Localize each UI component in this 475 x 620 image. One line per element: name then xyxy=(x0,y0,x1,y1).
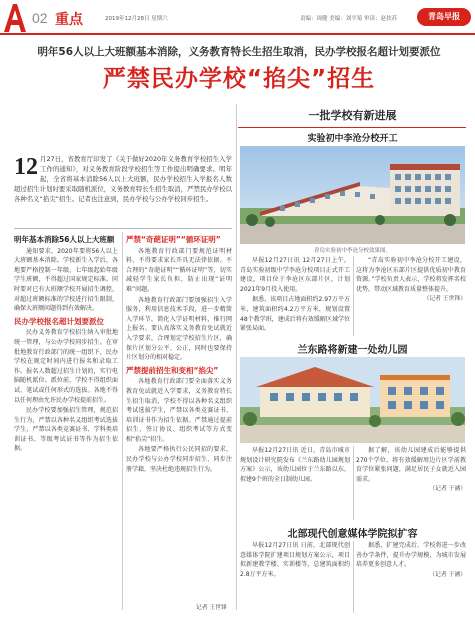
item-3-title: 北部现代创意媒体学院拟扩容 xyxy=(287,529,418,540)
editor-credits: 责编：周健 美编：刘平菊 审读：赵扶苏 xyxy=(300,16,397,22)
mid-subhead-2: 严禁提前招生和变相“掐尖” xyxy=(126,365,219,375)
item-2-column-b xyxy=(356,446,466,520)
item-1-paragraph-1: 早报12月27日讯 12月27日上午，青岛实验初级中学李沧分校项目正式开工建设，项目位于李沧区东部片区，计划2021年9月投入使用。 xyxy=(240,257,350,293)
page-header xyxy=(0,0,475,36)
kindergarten-site-photo xyxy=(240,357,465,443)
item-3-column-b xyxy=(356,541,466,613)
item-3-paragraph-1: 早报12月27日讯 日前，北部现代创意媒体学院扩建项目规划方案公示，项目拟新建教学楼、实训楼等，总建筑面积约2.8万平方米。 xyxy=(240,542,350,578)
left-subhead-1: 明年基本消除56人以上大班额 xyxy=(14,235,115,244)
lead-text: 月27日，省教育厅印发了《关于做好2020年义务教育学校招生入学工作的通知》，对义务教育阶段学校招生等工作提出明确要求。明年起，全省将基本消除56人以上大班额，民办学校招生入学报名人数超过招生计划时要采取随机派位，义务教育特长生招生取消，严禁民办学校以各种名义“掐尖”招生。记者也注意到，民办学校与公办学校同步招生。 xyxy=(14,155,232,203)
mid-paragraph-4: 各地要严格执行公民同招的要求，民办学校与公办学校同步招生、同步注册学籍，坚决杜绝违规招生行为。 xyxy=(126,446,232,473)
article-lead xyxy=(14,154,232,224)
right-inner-divider-2 xyxy=(353,446,354,520)
article-subtitle: 明年56人以上大班额基本消除，义务教育特长生招生取消，民办学校报名超计划要派位 xyxy=(37,46,441,58)
item-3-author: （记者 于涵） xyxy=(429,571,466,578)
right-section-title: 一批学校有新进展 xyxy=(308,109,397,122)
item-1-column-b xyxy=(356,256,466,336)
right-section-rule xyxy=(238,127,466,128)
letter-a-logo-icon xyxy=(2,3,28,33)
item-1-author: （记者 王世锋） xyxy=(423,296,466,303)
item-3-paragraph-2: 据悉，扩建完成后，学校将进一步改善办学条件，提升办学规模，为城市发展培养更多创意人才。 xyxy=(356,542,466,569)
item-2-title: 兰东路将新建一处幼儿园 xyxy=(297,345,408,356)
newspaper-brand-logo: 青岛早报 xyxy=(417,8,471,26)
item-2-column-a xyxy=(240,446,350,520)
lead-divider xyxy=(14,228,232,229)
left-paragraph-2: 民办义务教育学校招生纳入审批地统一管理，与公办学校同步招生。在审批地教育行政部门的统一组织下，民办学校在规定时间内进行报名和录取工作。报名人数超过招生计划的，实行电脑随机派位。派位前，学校不得组织面试、笔试或任何形式的选拔。各地不得以任何理由允许民办学校提前招生。 xyxy=(14,329,118,404)
header-divider xyxy=(0,33,475,35)
mid-subhead-1: 严禁“奇葩证明”“循环证明” xyxy=(126,235,221,244)
middle-column xyxy=(126,232,232,598)
section-name: 重点 xyxy=(55,12,83,28)
column-divider-1 xyxy=(122,232,123,610)
item-2-paragraph-1: 早报12月27日讯 近日，青岛市城市规划设计研究院发布《兰东路幼儿园规划方案》公示，该幼儿园位于兰东路以东，拟建9个班的全日制幼儿园。 xyxy=(240,447,350,483)
dropcap: 12 xyxy=(14,154,38,180)
page-number: 02 xyxy=(32,10,48,26)
left-paragraph-3: 民办学校要加强招生管理，规范招生行为，严禁以各种名义组织考试选拔学生，严禁以各类竞赛证书、学科类培训证书、等级考试证书等作为招生依据。 xyxy=(14,407,118,453)
mid-paragraph-2: 各地教育行政部门要加强招生入学服务，利用信息技术手段，进一步精简入学环节，简化入学证明材料，推行网上报名。要认真落实义务教育免试就近入学要求，合理划定学校招生片区，确保片区划分公平、公正，同时也要保持片区划分的相对稳定。 xyxy=(126,296,232,362)
right-inner-divider-3 xyxy=(353,541,354,613)
item-3-column-a xyxy=(240,541,350,613)
item-1-paragraph-2: 据悉，该项目占地面积约2.97万平方米，建筑面积约4.2万平方米，规划设置48个教学班，建成后将有效缓解区域学位紧张局面。 xyxy=(240,296,350,333)
article-author: 记者 王世锋 xyxy=(196,605,227,611)
item-2-author: （记者 于涵） xyxy=(429,486,466,493)
mid-paragraph-3: 各地教育行政部门要全面落实义务教育免试就近入学要求，义务教育特长生招生取消，学校不得以各种名义组织考试选拔学生，严禁以各类竞赛证书、培训证书作为招生依据。严禁通过提前招生、签订协议、组织考试等方式变相“掐尖”招生。 xyxy=(126,378,232,443)
item-1-column-a xyxy=(240,256,350,336)
right-inner-divider-1 xyxy=(353,256,354,336)
mid-paragraph-1: 各地教育行政部门要规范证明材料，不得要求家长开具无法律依据、不合理的“奇葩证明”“循环证明”等，切实减轻学生家长负担，防止出现“证明难”问题。 xyxy=(126,247,232,293)
issue-date: 2019年12月28日 星期六 xyxy=(105,16,168,22)
left-subhead-2: 民办学校报名超计划要派位 xyxy=(14,316,104,326)
column-divider-2 xyxy=(236,104,237,610)
school-rendering-photo xyxy=(240,146,465,244)
item-1-paragraph-3: “青岛实验初中李沧分校开工建设，这将为李沧区东部片区提供优质初中教育资源。”学校负责人表示，学校将发挥名校优势，带动区域教育质量整体提升。 xyxy=(356,257,466,293)
item-2-paragraph-2: 据了解，该幼儿园建成后能够提供270个学位，将有效缓解周边片区学前教育学位紧张问题，满足居民子女就近入园需求。 xyxy=(356,447,466,483)
left-paragraph-1: 通知要求，2020年要将56人以上大班额基本消除。学校新生入学后，各地要严格控制一年级、七年级起始年级学生班额，不得超过国家规定标准。同时要对已有大班额学校开展招生调控，对超过班额标准的学校进行招生限制，确保大班额问题得到有效解决。 xyxy=(14,247,118,313)
left-column xyxy=(14,232,118,610)
item-1-title: 实验初中李沧分校开工 xyxy=(307,134,398,144)
photo-1-caption: 青岛实验初中李沧分校效果图。 xyxy=(313,248,391,254)
article-headline: 严禁民办学校“掐尖”招生 xyxy=(102,66,376,92)
